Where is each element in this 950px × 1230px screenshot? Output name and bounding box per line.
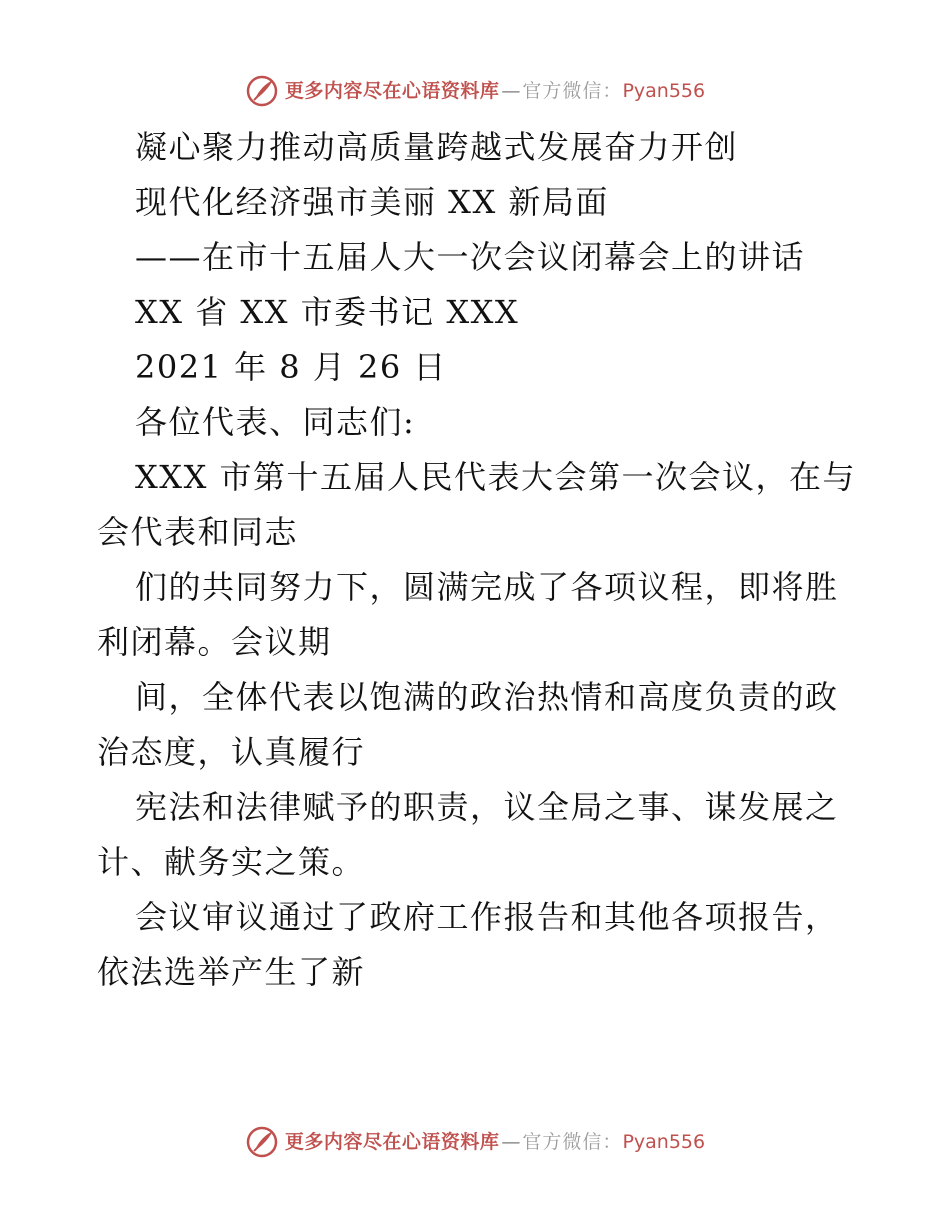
paragraph-4-line-1: 宪法和法律赋予的职责，议全局之事、谋发展之: [135, 788, 839, 826]
paragraph-4-line-2: 计、献务实之策。: [97, 843, 366, 881]
paragraph-3-line-1: 间，全体代表以饱满的政治热情和高度负责的政: [135, 678, 839, 716]
paragraph-1-line-1: XXX 市第十五届人民代表大会第一次会议，在与: [135, 458, 857, 496]
feather-logo-icon: [245, 74, 279, 108]
watermark-wechat-label: 官方微信：: [522, 1131, 623, 1153]
paragraph-2-line-2: 利闭幕。会议期: [97, 623, 332, 661]
watermark-library: 更多内容尽在心语资料库: [284, 80, 500, 102]
footer-watermark: [0, 1125, 950, 1159]
paragraph-5-line-2: 依法选举产生了新: [97, 953, 366, 991]
salutation: 各位代表、同志们:: [135, 403, 416, 441]
title-line-1: 凝心聚力推动高质量跨越式发展奋力开创: [135, 128, 739, 166]
paragraph-5-line-1: 会议审议通过了政府工作报告和其他各项报告，: [135, 898, 839, 936]
header-watermark: [0, 74, 950, 108]
paragraph-1-line-2: 会代表和同志: [97, 513, 299, 551]
watermark-library: 更多内容尽在心语资料库: [284, 1131, 500, 1153]
subtitle: ——在市十五届人大一次会议闭幕会上的讲话: [135, 238, 806, 276]
feather-logo-icon: [245, 1125, 279, 1159]
watermark-account: Pyan556: [622, 1131, 706, 1153]
document-body: [97, 120, 867, 1000]
paragraph-2-line-1: 们的共同努力下，圆满完成了各项议程，即将胜: [135, 568, 839, 606]
watermark-text: [285, 78, 705, 104]
title-line-2: 现代化经济强市美丽 XX 新局面: [135, 183, 609, 221]
watermark-text: [285, 1129, 705, 1155]
watermark-wechat-label: 官方微信：: [522, 80, 623, 102]
watermark-separator: —: [501, 80, 521, 102]
watermark-account: Pyan556: [622, 80, 706, 102]
date-line: 2021 年 8 月 26 日: [135, 348, 447, 386]
author-line: XX 省 XX 市委书记 XXX: [135, 293, 520, 331]
paragraph-3-line-2: 治态度，认真履行: [97, 733, 366, 771]
watermark-separator: —: [501, 1131, 521, 1153]
